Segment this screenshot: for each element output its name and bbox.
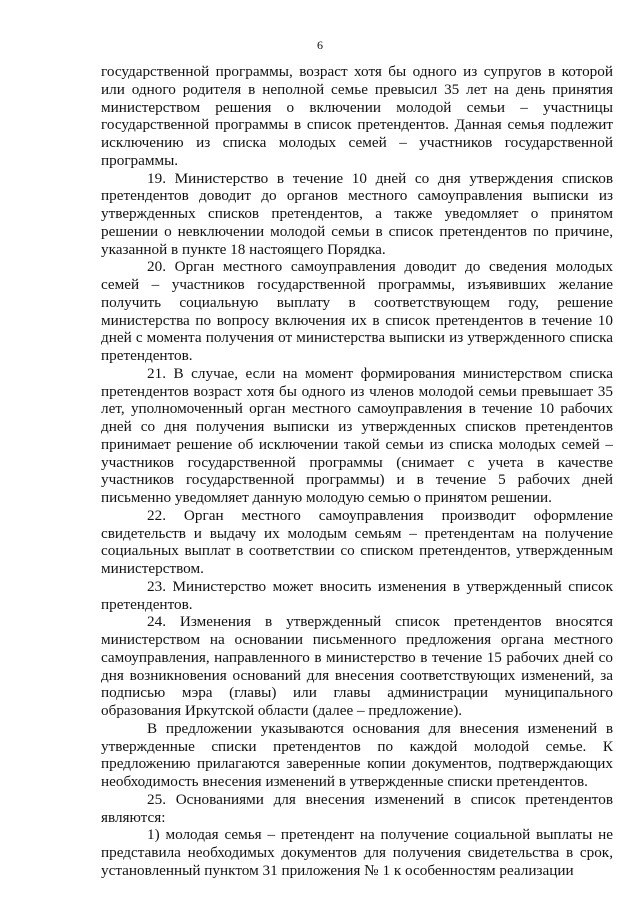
paragraph-item-23: 23. Министерство может вносить изменения в утвержденный список претендентов. [101, 577, 613, 613]
paragraph-item-25: 25. Основаниями для внесения изменений в список претендентов являются: [101, 790, 613, 826]
page-number: 6 [317, 38, 323, 52]
paragraph-item-19: 19. Министерство в течение 10 дней со дня утверждения списков претендентов доводит до органов местного самоуправления выписки из утвержденных списков претендентов, а также уведомляет о принятом решении о невключении молодой семьи в список претендентов по причине, указанной в пункте 18 настоящего Порядка. [101, 169, 613, 258]
paragraph-continuation: государственной программы, возраст хотя бы одного из супругов в которой или одного родителя в неполной семье превысил 35 лет на день принятия министерством решения о включении молодой семьи – участницы государственной программы в список претендентов. Данная семья подлежит исключению из списка молодых семей – участников государственной программы. [101, 63, 613, 169]
paragraph-item-22: 22. Орган местного самоуправления производит оформление свидетельств и выдачу их молодым семьям – претендентам на получение социальных выплат в соответствии со списком претендентов, утвержденным министерством. [101, 506, 613, 577]
paragraph-subitem-1: 1) молодая семья – претендент на получение социальной выплаты не представила необходимых документов для получения свидетельства в срок, установленный пунктом 31 приложения № 1 к особенностям реализации [101, 826, 613, 879]
document-body [101, 63, 613, 880]
paragraph-item-20: 20. Орган местного самоуправления доводит до сведения молодых семей – участников государственной программы, изъявивших желание получить социальную выплату в соответствующем году, решение министерства по вопросу включения их в список претендентов в течение 10 дней с момента получения от министерства выписки из утвержденного списка претендентов. [101, 258, 613, 364]
paragraph-proposal-details: В предложении указываются основания для внесения изменений в утвержденные списки претендентов по каждой молодой семье. К предложению прилагаются заверенные копии документов, подтверждающих необходимость внесения изменений в утвержденные списки претендентов. [101, 719, 613, 790]
paragraph-item-24: 24. Изменения в утвержденный список претендентов вносятся министерством на основании письменного предложения органа местного самоуправления, направленного в министерство в течение 15 рабочих дней со дня возникновения оснований для внесения соответствующих изменений, за подписью мэра (главы) или главы администрации муниципального образования Иркутской области (далее – предложение). [101, 613, 613, 719]
paragraph-item-21: 21. В случае, если на момент формирования министерством списка претендентов возраст хотя бы одного из членов молодой семьи превышает 35 лет, уполномоченный орган местного самоуправления в течение 10 рабочих дней со дня получения выписки из утвержденных списков претендентов принимает решение об исключении такой семьи из списка молодых семей – участников государственной программы (снимает с учета в качестве участников государственной программы) и в течение 5 рабочих дней письменно уведомляет данную молодую семью о принятом решении. [101, 364, 613, 506]
